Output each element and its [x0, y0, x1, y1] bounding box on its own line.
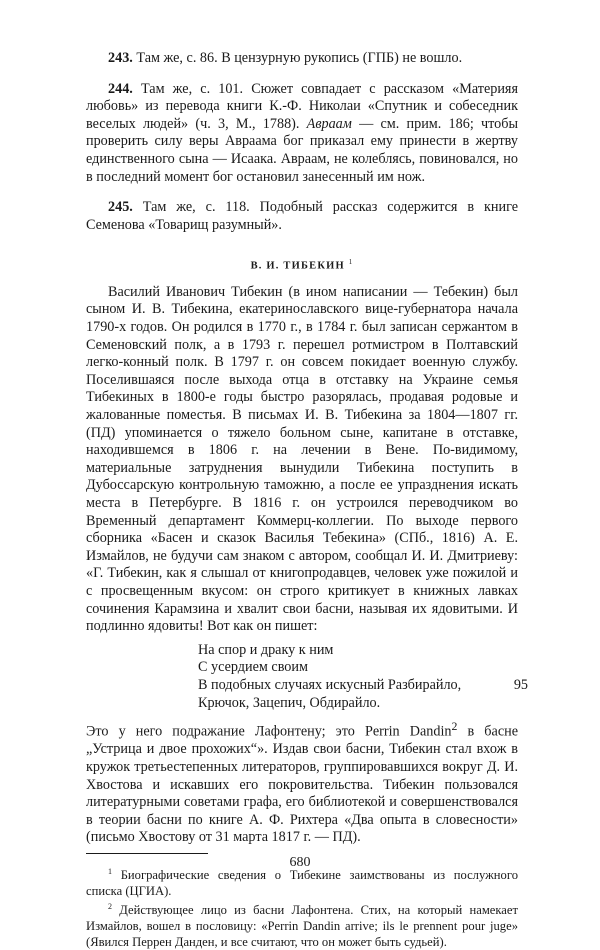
footnote-2	[86, 899, 518, 950]
page-number: 680	[289, 855, 311, 870]
poem-line-3	[198, 676, 528, 695]
poem-line-number: 95	[513, 676, 528, 693]
note-245	[86, 199, 518, 234]
note-number: 244.	[108, 80, 133, 97]
footnote-text: Биографические сведения о Тибекине заимствованы из послужного списка (ЦГИА).	[86, 868, 518, 898]
footnote-marker: 2	[108, 902, 112, 912]
section-title	[86, 258, 518, 272]
body-paragraph-2-start: Это у него подражание Лафонтену; это Perrin Dandin	[86, 723, 452, 740]
section-title-text: В. И. ТИБЕКИН	[250, 260, 345, 272]
poem-line-2: С усердием своим	[198, 659, 308, 676]
footnote-ref-2: 2	[451, 719, 458, 734]
footnote-divider	[86, 853, 208, 854]
note-number: 245.	[108, 199, 133, 216]
note-244	[86, 81, 518, 187]
poem-line-4: Крючок, Зацепич, Обдирайло.	[198, 694, 381, 711]
body-paragraph-2-rest: в басне „Устрица и двое прохожих“». Издав свои басни, Тибекин стал вхож в кружок третьестепенных литераторов, группировавшихся вокруг Д. И. Хвостова и искавших его покровительства. Тибекин пользовался литературными советами графа, его библиотекой и совершенствовался в теории басни по книге А. Ф. Рихтера «Два опыта в словесности» (письмо Хвостову от 31 марта 1817 г. — ПД).	[86, 723, 519, 846]
section-title-footnote-ref: 1	[348, 258, 354, 267]
poem-line-1: На спор и драку к ним	[198, 641, 334, 658]
note-text-continued: — см. прим. 186; чтобы проверить силу веры Авраама бог приказал ему принести в жертву единственного сына — Исаака. Авраам, не колеблясь, повиновался, но в последний момент бог остановил занесенный им нож.	[86, 115, 519, 185]
note-number: 243.	[108, 50, 133, 66]
note-emphasis: Авраам	[306, 115, 352, 132]
note-243	[86, 50, 518, 68]
poem-line-3-text: В подобных случаях искусный Разбирайло,	[198, 676, 462, 693]
note-text: Там же, с. 118. Подобный рассказ содержится в книге Семенова «Товарищ разумный».	[86, 199, 518, 233]
note-text: Там же, с. 101. Сюжет совпадает с рассказом «Материяя любовь» из перевода книги К.-Ф. Николаи «Спутник и собеседник веселых людей» (ч. 3, М., 1788).	[86, 80, 518, 132]
footnote-text: Действующее лицо из басни Лафонтена. Стих, на который намекает Измайлов, вошел в пословицу: «Perrin Dandin arrive; ils le prennent pour juge» (Явился Перрен Данден, и все считают, что он может быть судьей).	[86, 903, 518, 949]
footnote-marker: 1	[108, 866, 112, 876]
note-text: Там же, с. 86. В цензурную рукопись (ГПБ) не вошло.	[132, 50, 463, 66]
body-paragraph-2	[86, 718, 518, 847]
poem-quote	[198, 641, 528, 712]
document-page	[86, 50, 528, 950]
body-paragraph-1: Василий Иванович Тибекин (в ином написании — Тебекин) был сыном И. В. Тибекина, екатеринославского вице-губернатора начала 1790-х годов. Он родился в 1770 г., в 1784 г. был записан сержантом в Семеновский полк, а в 1793 г. перешел ротмистром в Полтавский легко-конный полк. В 1797 г. он совсем покидает военную службу. Поселившаяся после выхода отца в отставку на Украине семья Тибекиных в 1800-е годы быстро разорялась, продавая родовые и жалованные поместья. В письмах И. В. Тибекина за 1804—1807 гг. (ПД) упоминается о тяжело больном сыне, капитане в отставке, находившемся в 1806 г. на лечении в Вене. По-видимому, материальные затруднения вынудили Тибекина поступить в Дубоссарскую контрольную таможню, а после ее упразднения искать места в Петербурге. В 1816 г. он устроился переводчиком во Временный департамент Коммерц-коллегии. По выходе первого сборника «Басен и сказок Василья Тебекина» (СПб., 1816) А. Е. Измайлов, не будучи сам знаком с автором, сообщал И. И. Дмитриеву: «Г. Тибекин, как я слышал от книгопродавцев, человек уже пожилой и с просвещенным вкусом: он строго критикует в книжных лавках сочинения Карамзина и хвалит свои басни, называя их ядовитыми. И подлинно ядовиты! Вот как он пишет:	[86, 283, 518, 635]
